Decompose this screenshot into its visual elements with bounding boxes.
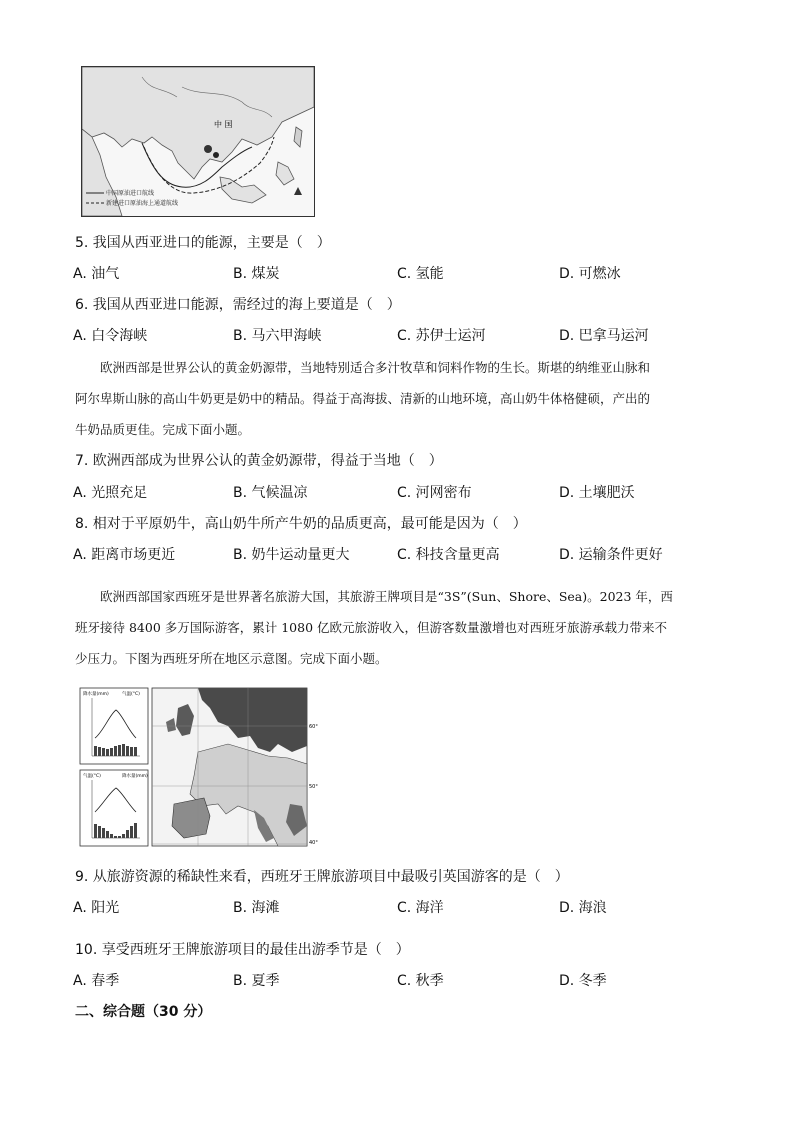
q10-option-b[interactable]: B. 夏季 — [233, 973, 280, 989]
passage-spain-line-1: 欧洲西部国家西班牙是世界著名旅游大国，其旅游王牌项目是“3S”(Sun、Shore、Sea)。2023 年，西 — [100, 589, 673, 604]
q10-option-d[interactable]: D. 冬季 — [559, 973, 607, 989]
europe-map-figure — [78, 686, 318, 848]
passage-dairy-line-3: 牛奶品质更佳。完成下面小题。 — [75, 422, 251, 437]
chart2-right-label: 降水量(mm) — [122, 774, 148, 779]
q8-option-d[interactable]: D. 运输条件更好 — [559, 547, 663, 563]
q9-option-a[interactable]: A. 阳光 — [73, 900, 120, 916]
europe-map-panel — [152, 688, 307, 846]
q9-option-d[interactable]: D. 海浪 — [559, 900, 607, 916]
q7-option-d[interactable]: D. 土壤肥沃 — [559, 485, 635, 501]
chart1-left-label: 降水量(mm) — [83, 692, 109, 697]
q10-option-c[interactable]: C. 秋季 — [397, 973, 444, 989]
question-10-stem: 10. 享受西班牙王牌旅游项目的最佳出游季节是（ ） — [75, 942, 410, 958]
q7-option-c[interactable]: C. 河网密布 — [397, 485, 472, 501]
q5-option-b[interactable]: B. 煤炭 — [233, 266, 280, 282]
q7-option-a[interactable]: A. 光照充足 — [73, 485, 148, 501]
map1-legend-2: 新建进口原油海上通道航线 — [106, 200, 179, 207]
map2-lat-60: 60° — [309, 724, 318, 730]
q6-option-d[interactable]: D. 巴拿马运河 — [559, 328, 649, 344]
map1-legend-1: 中国原油进口航线 — [106, 190, 155, 197]
q7-option-b[interactable]: B. 气候温凉 — [233, 485, 308, 501]
question-8-stem: 8. 相对于平原奶牛，高山奶牛所产牛奶的品质更高，最可能是因为（ ） — [75, 516, 527, 532]
climate-chart-2 — [80, 770, 148, 846]
q5-option-d[interactable]: D. 可燃冰 — [559, 266, 621, 282]
chart2-left-label: 气温(°C) — [83, 774, 101, 779]
question-6-stem: 6. 我国从西亚进口能源，需经过的海上要道是（ ） — [75, 297, 401, 313]
asia-route-map-drawing — [82, 67, 314, 216]
q5-option-a[interactable]: A. 油气 — [73, 266, 120, 282]
map1-label-china: 中 国 — [214, 120, 233, 129]
question-7-stem: 7. 欧洲西部成为世界公认的黄金奶源带，得益于当地（ ） — [75, 453, 443, 469]
passage-dairy-line-2: 阿尔卑斯山脉的高山牛奶更是奶中的精品。得益于高海拔、清新的山地环境，高山奶牛体格健硕，产出的 — [75, 391, 651, 406]
q6-option-b[interactable]: B. 马六甲海峡 — [233, 328, 322, 344]
europe-map-drawing — [78, 686, 318, 848]
asia-route-map — [81, 66, 315, 217]
q8-option-c[interactable]: C. 科技含量更高 — [397, 547, 500, 563]
map2-lat-40: 40° — [309, 840, 318, 846]
q6-option-a[interactable]: A. 白令海峡 — [73, 328, 148, 344]
q8-option-b[interactable]: B. 奶牛运动量更大 — [233, 547, 350, 563]
q5-option-c[interactable]: C. 氢能 — [397, 266, 444, 282]
section-heading: 二、综合题（30 分） — [75, 1004, 212, 1020]
passage-dairy — [75, 352, 725, 445]
q8-option-a[interactable]: A. 距离市场更近 — [73, 547, 176, 563]
q6-option-c[interactable]: C. 苏伊士运河 — [397, 328, 486, 344]
map2-lat-50: 50° — [309, 784, 318, 790]
q10-option-a[interactable]: A. 春季 — [73, 973, 120, 989]
q9-option-b[interactable]: B. 海滩 — [233, 900, 280, 916]
passage-spain-line-3: 少压力。下图为西班牙所在地区示意图。完成下面小题。 — [75, 651, 388, 666]
passage-spain — [75, 581, 725, 674]
q9-option-c[interactable]: C. 海洋 — [397, 900, 444, 916]
passage-spain-line-2: 班牙接待 8400 多万国际游客，累计 1080 亿欧元旅游收入，但游客数量激增也对西班牙旅游承载力带来不 — [75, 620, 668, 635]
question-9-stem: 9. 从旅游资源的稀缺性来看，西班牙王牌旅游项目中最吸引英国游客的是（ ） — [75, 869, 569, 885]
chart1-right-label: 气温(°C) — [122, 692, 140, 697]
question-5-stem: 5. 我国从西亚进口的能源，主要是（ ） — [75, 235, 331, 251]
passage-dairy-line-1: 欧洲西部是世界公认的黄金奶源带，当地特别适合多汁牧草和饲料作物的生长。斯堪的纳维亚山脉和 — [100, 360, 651, 375]
